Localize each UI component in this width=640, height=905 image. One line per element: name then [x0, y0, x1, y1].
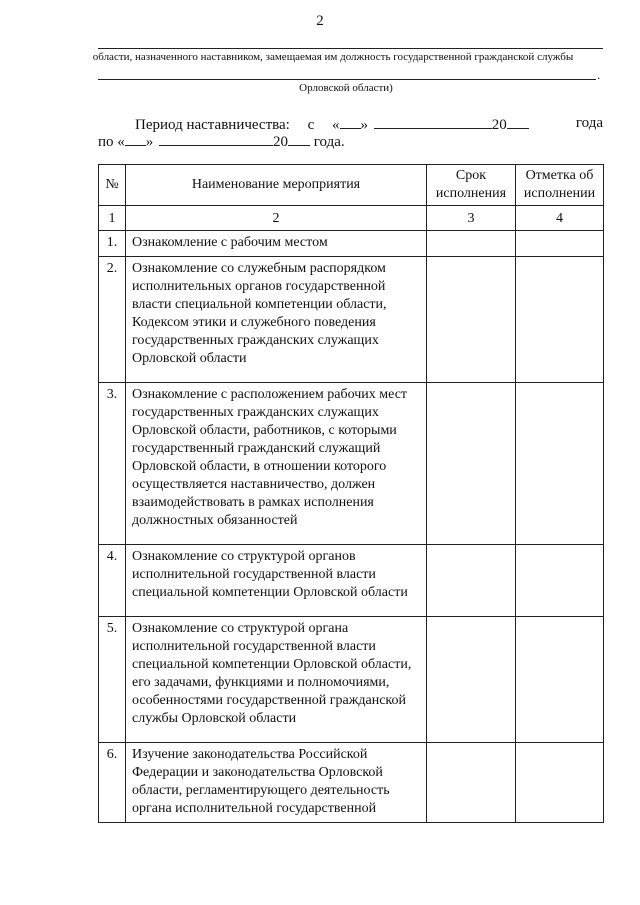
column-number: 2	[126, 206, 427, 231]
table-row	[99, 257, 604, 383]
period-open-quote: «	[332, 117, 340, 133]
row-mark-cell	[516, 257, 604, 383]
period-from-word: с	[307, 117, 315, 133]
row-term-cell	[427, 383, 516, 545]
period-close-quote: »	[360, 117, 369, 133]
period-end-year-blank	[288, 131, 310, 146]
column-number-row	[99, 206, 604, 231]
column-number: 4	[516, 206, 604, 231]
header-num: №	[99, 165, 126, 206]
row-number: 4.	[99, 545, 126, 617]
header-event-name: Наименование мероприятия	[126, 165, 427, 206]
header-caption-line3: Орловской области)	[299, 82, 393, 94]
row-number: 3.	[99, 383, 126, 545]
row-event-name: Ознакомление со служебным распорядком исполнительных органов государственной власти специальной компетенции области, Кодексом этики и служебного поведения государственных гражданских служащих Орловской области	[126, 257, 427, 383]
row-term-cell	[427, 743, 516, 823]
row-event-name: Ознакомление с расположением рабочих мест государственных гражданских служащих Орловской области, работников, с которыми государственный гражданский служащий Орловской области, в отношении которого осуществляется наставничество, должен взаимодействовать в рамках исполнения должностных обязанностей	[126, 383, 427, 545]
period-to-word: по	[98, 134, 114, 150]
row-event-name: Ознакомление с рабочим местом	[126, 231, 427, 257]
period-start-year-blank	[507, 114, 529, 129]
period-year-word: года	[575, 115, 603, 131]
table-row	[99, 743, 604, 823]
row-event-name: Изучение законодательства Российской Федерации и законодательства Орловской области, регламентирующего деятельность органа исполнительной государственной	[126, 743, 427, 823]
header-caption-line1: области, назначенного наставником, замещаемая им должность государственной гражданской службы	[92, 51, 574, 63]
row-term-cell	[427, 257, 516, 383]
row-mark-cell	[516, 743, 604, 823]
row-event-name: Ознакомление со структурой органов исполнительной государственной власти специальной компетенции Орловской области	[126, 545, 427, 617]
row-number: 1.	[99, 231, 126, 257]
row-mark-cell	[516, 545, 604, 617]
column-number: 1	[99, 206, 126, 231]
table-row	[99, 383, 604, 545]
table-row	[99, 617, 604, 743]
row-term-cell	[427, 617, 516, 743]
table-row	[99, 231, 604, 257]
period-year-prefix-2: 20	[273, 134, 289, 150]
row-number: 2.	[99, 257, 126, 383]
table-row	[99, 545, 604, 617]
header-term: Срок исполнения	[427, 165, 516, 206]
period-year-word-end: года.	[313, 134, 345, 150]
row-mark-cell	[516, 617, 604, 743]
row-term-cell	[427, 231, 516, 257]
table-header-row	[99, 165, 604, 206]
period-close-quote-2: »	[145, 134, 154, 150]
row-mark-cell	[516, 383, 604, 545]
mentoring-period-line2	[98, 131, 603, 152]
period-end-day-blank	[125, 131, 146, 146]
period-label: Период наставничества:	[135, 117, 290, 133]
period-year-prefix: 20	[491, 117, 507, 133]
period-start-day-blank	[340, 114, 361, 129]
header-rule-middle	[98, 79, 596, 80]
row-number: 6.	[99, 743, 126, 823]
column-number: 3	[427, 206, 516, 231]
row-term-cell	[427, 545, 516, 617]
period-end-month-blank	[159, 131, 273, 146]
period-open-quote-2: «	[117, 134, 125, 150]
row-event-name: Ознакомление со структурой органа исполнительной государственной власти специальной компетенции Орловской области, его задачами, функциями и полномочиями, особенностями государственной гражданской службы Орловской области	[126, 617, 427, 743]
header-completion-mark: Отметка об исполнении	[516, 165, 604, 206]
mentoring-plan-table	[98, 164, 604, 823]
period-start-month-blank	[374, 114, 492, 129]
row-mark-cell	[516, 231, 604, 257]
page-number: 2	[316, 13, 324, 29]
header-rule-period: .	[597, 67, 601, 82]
header-rule-top	[98, 48, 603, 49]
row-number: 5.	[99, 617, 126, 743]
